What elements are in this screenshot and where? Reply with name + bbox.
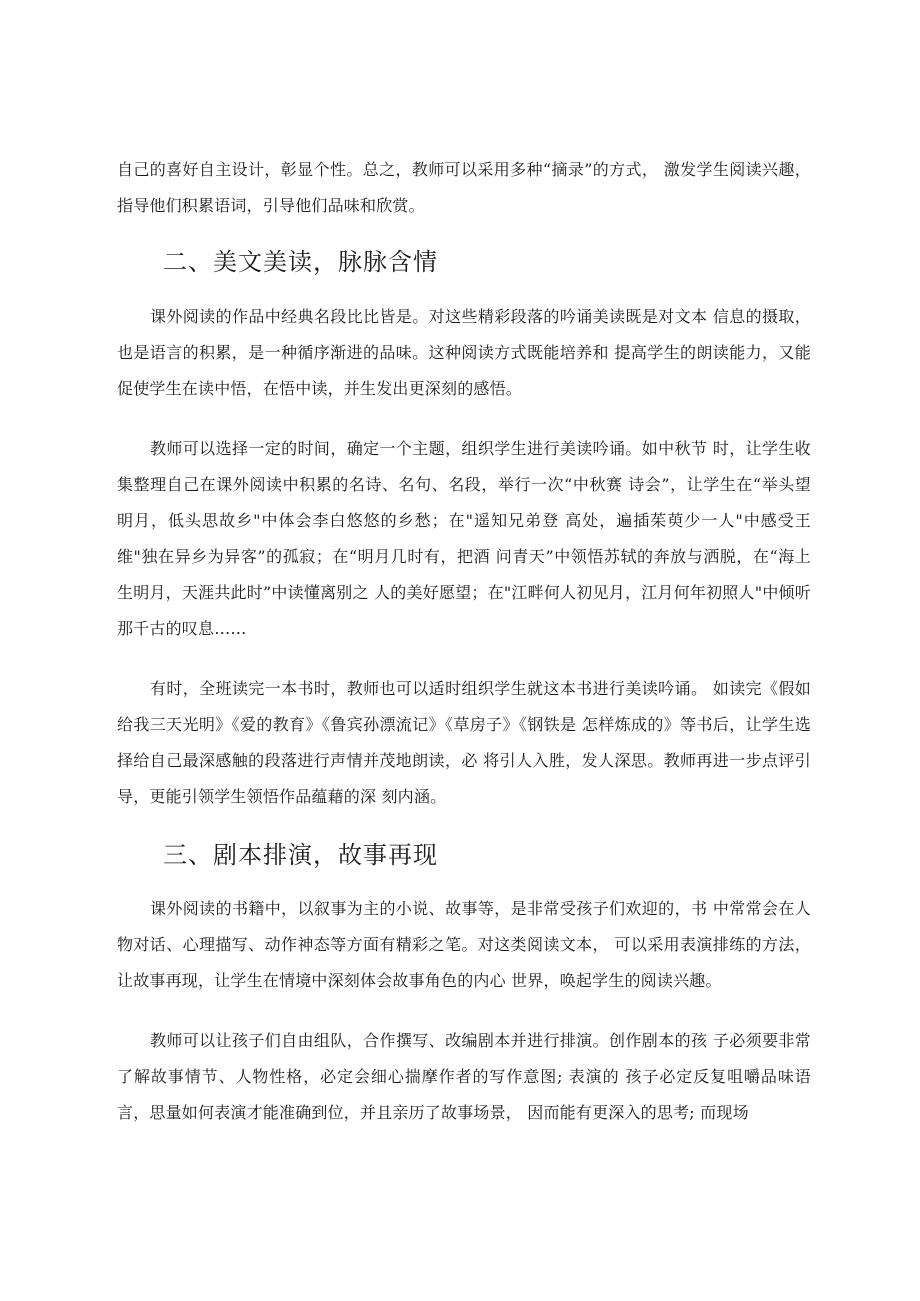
- section-2-paragraph-1: 课外阅读的作品中经典名段比比皆是。对这些精彩段落的吟诵美读既是对文本 信息的摄取，也是语言的积累，是一种循序渐进的品味。这种阅读方式既能培养和 提高学生的朗读能力，又能促使学生在读中悟，在悟中读，并生发出更深刻的感悟。: [117, 307, 811, 398]
- section-3-paragraph-1: 课外阅读的书籍中，以叙事为主的小说、故事等，是非常受孩子们欢迎的，书 中常常会在人物对话、心理描写、动作神态等方面有精彩之笔。对这类阅读文本， 可以采用表演排练的方法，让故事再现，让学生在情境中深刻体会故事角色的内心 世界，唤起学生的阅读兴趣。: [117, 899, 811, 990]
- document-body: [117, 152, 811, 1131]
- section-3-heading: 三、剧本排演，故事再现: [163, 841, 438, 869]
- section-3-paragraph-2: 教师可以让孩子们自由组队，合作撰写、改编剧本并进行排演。创作剧本的孩 子必须要非常了解故事情节、人物性格，必定会细心揣摩作者的写作意图; 表演的 孩子必定反复咀嚼品味语言，思量如何表演才能准确到位，并且亲历了故事场景， 因而能有更深入的思考; 而现场: [117, 1031, 811, 1122]
- intro-paragraph: 自己的喜好自主设计，彰显个性。总之，教师可以采用多种“摘录”的方式， 激发学生阅读兴趣，指导他们积累语词，引导他们品味和欣赏。: [117, 160, 811, 215]
- section-2-paragraph-2: 教师可以选择一定的时间，确定一个主题，组织学生进行美读吟诵。如中秋节 时，让学生收集整理自己在课外阅读中积累的名诗、名句、名段，举行一次“中秋赛 诗会”，让学生在“举头望明月，低头思故乡"中体会李白悠悠的乡愁；在"遥知兄弟登 高处，遍插茱萸少一人"中感受王维"独在异乡为异客”的孤寂；在“明月几时有，把酒 问青天”中领悟苏轼的奔放与洒脱，在“海上生明月，天涯共此时”中读懂离别之 人的美好愿望；在"江畔何人初见月，江月何年初照人"中倾听那千古的叹息……: [117, 439, 811, 638]
- section-2-paragraph-3: 有时，全班读完一本书时，教师也可以适时组织学生就这本书进行美读吟诵。 如读完《假如给我三天光明》《爱的教育》《鲁宾孙漂流记》《草房子》《钢铁是 怎样炼成的》等书后，让学生选择给自己最深感触的段落进行声情并茂地朗读，必 将引人入胜，发人深思。教师再进一步点评引导，更能引领学生领悟作品蕴藉的深 刻内涵。: [117, 679, 811, 806]
- section-2-heading: 二、美文美读，脉脉含情: [163, 248, 438, 276]
